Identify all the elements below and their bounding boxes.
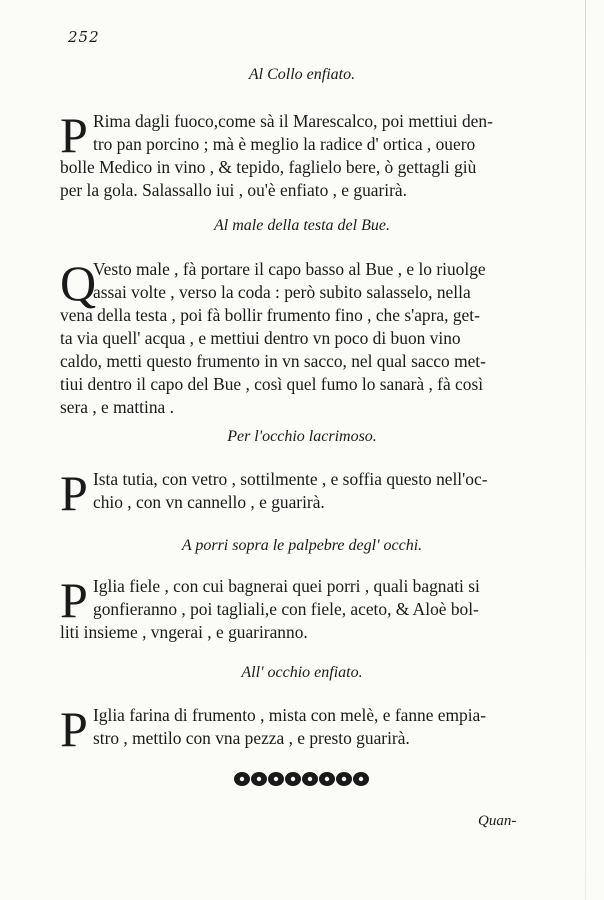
page-number: 252	[68, 28, 100, 46]
drop-cap: P	[60, 465, 88, 521]
printers-ornament	[0, 768, 604, 790]
text-line: Vesto male , fà portare il capo basso al Bue , e lo riuolge	[93, 259, 486, 279]
text-line: bolle Medico in vino , & tepido, faglielo bere, ò gettagli giù	[60, 157, 477, 177]
text-line: sera , e mattina .	[60, 397, 174, 417]
drop-cap: P	[60, 107, 88, 163]
text-line: chio , con vn cannello , e guarirà.	[93, 492, 325, 512]
drop-cap: P	[60, 572, 88, 628]
text-line: tiui dentro il capo del Bue , così quel fumo lo sanarà , fà così	[60, 374, 484, 394]
page-edge-shadow	[585, 0, 586, 900]
text-line: Ista tutia, con vetro , sottilmente , e soffia questo nell'oc-	[93, 469, 488, 489]
text-line: Rima dagli fuoco,come sà il Marescalco, poi mettiui den-	[93, 111, 493, 131]
section-paragraph	[60, 465, 574, 521]
text-line: stro , mettilo con vna pezza , e presto guarirà.	[93, 728, 410, 748]
drop-cap: P	[60, 701, 88, 757]
text-line: Iglia fiele , con cui bagnerai quei porri , quali bagnati si	[93, 576, 480, 596]
text-line: ta via quell' acqua , e mettiui dentro vn poco di buon vino	[60, 328, 461, 348]
section-paragraph	[60, 107, 574, 202]
text-line: Iglia farina di frumento , mista con melè, e fanne empia-	[93, 705, 487, 725]
text-line: assai volte , verso la coda : però subito salasselo, nella	[93, 282, 471, 302]
section-heading: Per l'occhio lacrimoso.	[227, 428, 377, 445]
fleuron-row-icon	[232, 768, 372, 790]
text-line: per la gola. Salassallo iui , ou'è enfiato , e guarirà.	[60, 180, 407, 200]
section-paragraph	[60, 572, 574, 644]
text-line: caldo, metti questo frumento in vn sacco, nel qual sacco met-	[60, 351, 486, 371]
catchword: Quan-	[478, 813, 517, 829]
drop-cap: Q	[60, 255, 97, 311]
section-heading: A porri sopra le palpebre degl' occhi.	[181, 537, 423, 554]
section-paragraph	[60, 255, 574, 419]
text-line: tro pan porcino ; mà è meglio la radice d' ortica , ouero	[93, 134, 476, 154]
text-line: liti insieme , vngerai , e guariranno.	[60, 622, 308, 642]
section-heading: Al Collo enfiato.	[248, 66, 356, 83]
section-heading: Al male della testa del Bue.	[214, 217, 390, 234]
section-heading: All' occhio enfiato.	[241, 664, 363, 681]
text-line: vena della testa , poi fà bollir frumento fino , che s'apra, get-	[60, 305, 480, 325]
section-paragraph	[60, 701, 574, 757]
text-line: gonfieranno , poi tagliali,e con fiele, aceto, & Aloè bol-	[93, 599, 479, 619]
